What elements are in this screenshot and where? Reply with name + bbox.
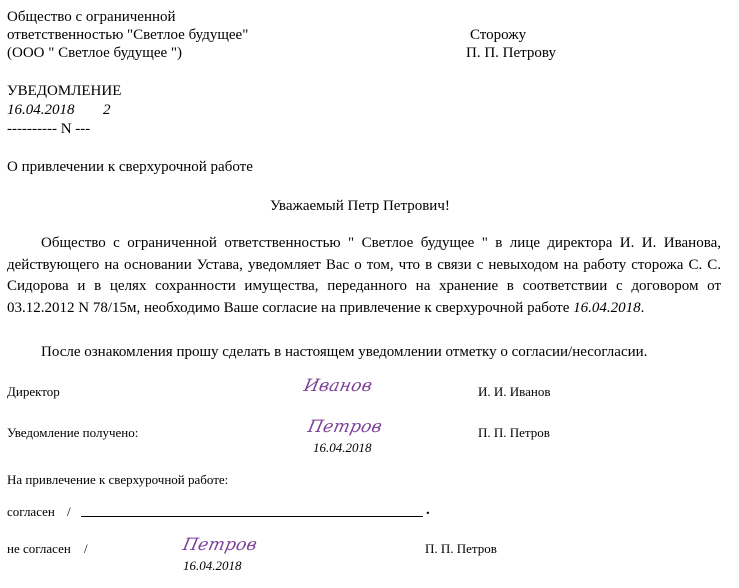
disagree-signature: Петров: [180, 535, 260, 555]
body-overtime-date: 16.04.2018: [573, 299, 641, 316]
received-label: Уведомление получено:: [7, 425, 139, 440]
document-date: 16.04.2018: [7, 102, 75, 118]
body-main-text: Общество с ограниченной ответственностью " Светлое будущее " в лице директора И. И. Иванова, действующего на основании Устава, уведомляет Вас о том, что в связи с невыходом на работу сторожа С. С. Сидорова и в целях сохранности имущества, переданного на хранение в соответствии с договором от 03.12.2012 N 78/15м, необходимо Ваше согласие на привлечение к сверхурочной работе: [7, 235, 721, 316]
agree-signature-line: [81, 516, 423, 517]
disagree-name: П. П. Петров: [425, 541, 497, 556]
agree-label: согласен: [7, 504, 55, 519]
overtime-consent-label: На привлечение к сверхурочной работе:: [7, 472, 229, 487]
agree-end-period: .: [426, 502, 430, 518]
body-paragraph-2: После ознакомления прошу сделать в настоящем уведомлении отметку о согласии/несогласии.: [41, 344, 648, 360]
disagree-slash: /: [84, 541, 88, 556]
org-name-line3: (ООО " Светлое будущее "): [7, 45, 183, 61]
recipient-position: Сторожу: [470, 27, 527, 43]
document-number-line: ---------- N ---: [7, 121, 91, 137]
body-paragraph: [7, 233, 721, 319]
body-end-period: .: [640, 299, 645, 316]
director-name: И. И. Иванов: [478, 384, 551, 399]
document-title: УВЕДОМЛЕНИЕ: [7, 83, 122, 99]
org-name-line1: Общество с ограниченной: [7, 9, 176, 25]
document-number: 2: [103, 102, 111, 118]
disagree-label: не согласен: [7, 541, 71, 556]
document-subject: О привлечении к сверхурочной работе: [7, 159, 253, 175]
recipient-name: П. П. Петрову: [466, 45, 556, 61]
greeting: Уважаемый Петр Петрович!: [270, 198, 450, 214]
org-name-line2: ответственностью "Светлое будущее": [7, 27, 249, 43]
agree-slash: /: [67, 504, 71, 519]
director-signature: Иванов: [301, 376, 375, 396]
received-name: П. П. Петров: [478, 425, 550, 440]
disagree-date: 16.04.2018: [183, 558, 242, 573]
director-label: Директор: [7, 384, 60, 399]
received-signature: Петров: [305, 417, 385, 437]
received-date: 16.04.2018: [313, 440, 372, 455]
